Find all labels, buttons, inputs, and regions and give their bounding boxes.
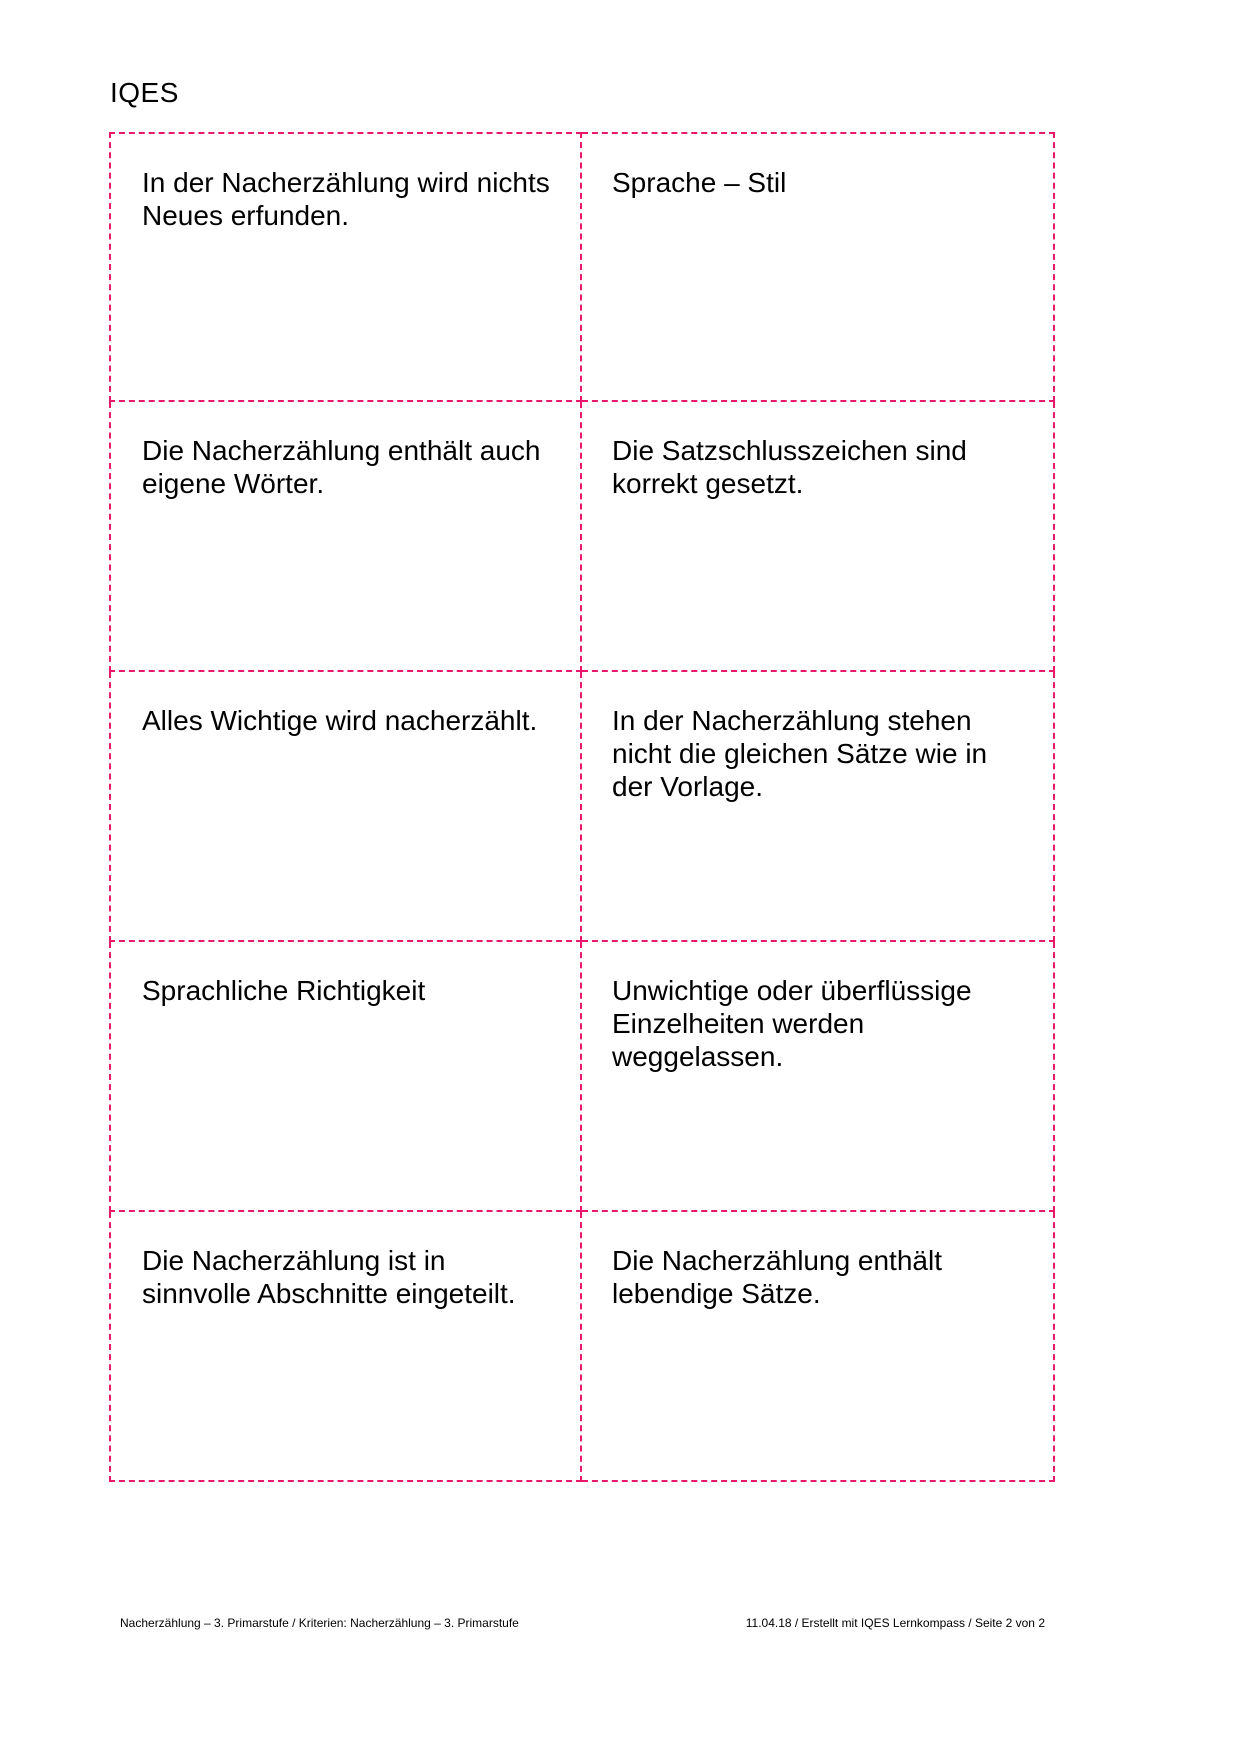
category-card: Sprachliche Richtigkeit (109, 942, 582, 1212)
criterion-card: Alles Wichtige wird nacherzählt. (109, 672, 582, 942)
criterion-card: Die Nacherzählung ist in sinnvolle Abschnitte eingeteilt. (109, 1212, 582, 1482)
category-card: Sprache – Stil (582, 132, 1055, 402)
criterion-card: Die Nacherzählung enthält auch eigene Wörter. (109, 402, 582, 672)
criterion-card: In der Nacherzählung wird nichts Neues erfunden. (109, 132, 582, 402)
footer-page-info: 11.04.18 / Erstellt mit IQES Lernkompass / Seite 2 von 2 (745, 1616, 1045, 1630)
card-grid (109, 132, 1055, 1482)
criterion-card: Die Nacherzählung enthält lebendige Sätze. (582, 1212, 1055, 1482)
criterion-card: Die Satzschlusszeichen sind korrekt gesetzt. (582, 402, 1055, 672)
iqes-logo: IQES (110, 77, 179, 108)
footer-document-title: Nacherzählung – 3. Primarstufe / Kriterien: Nacherzählung – 3. Primarstufe (120, 1616, 519, 1630)
criterion-card: Unwichtige oder überflüssige Einzelheiten werden weggelassen. (582, 942, 1055, 1212)
criterion-card: In der Nacherzählung stehen nicht die gleichen Sätze wie in der Vorlage. (582, 672, 1055, 942)
